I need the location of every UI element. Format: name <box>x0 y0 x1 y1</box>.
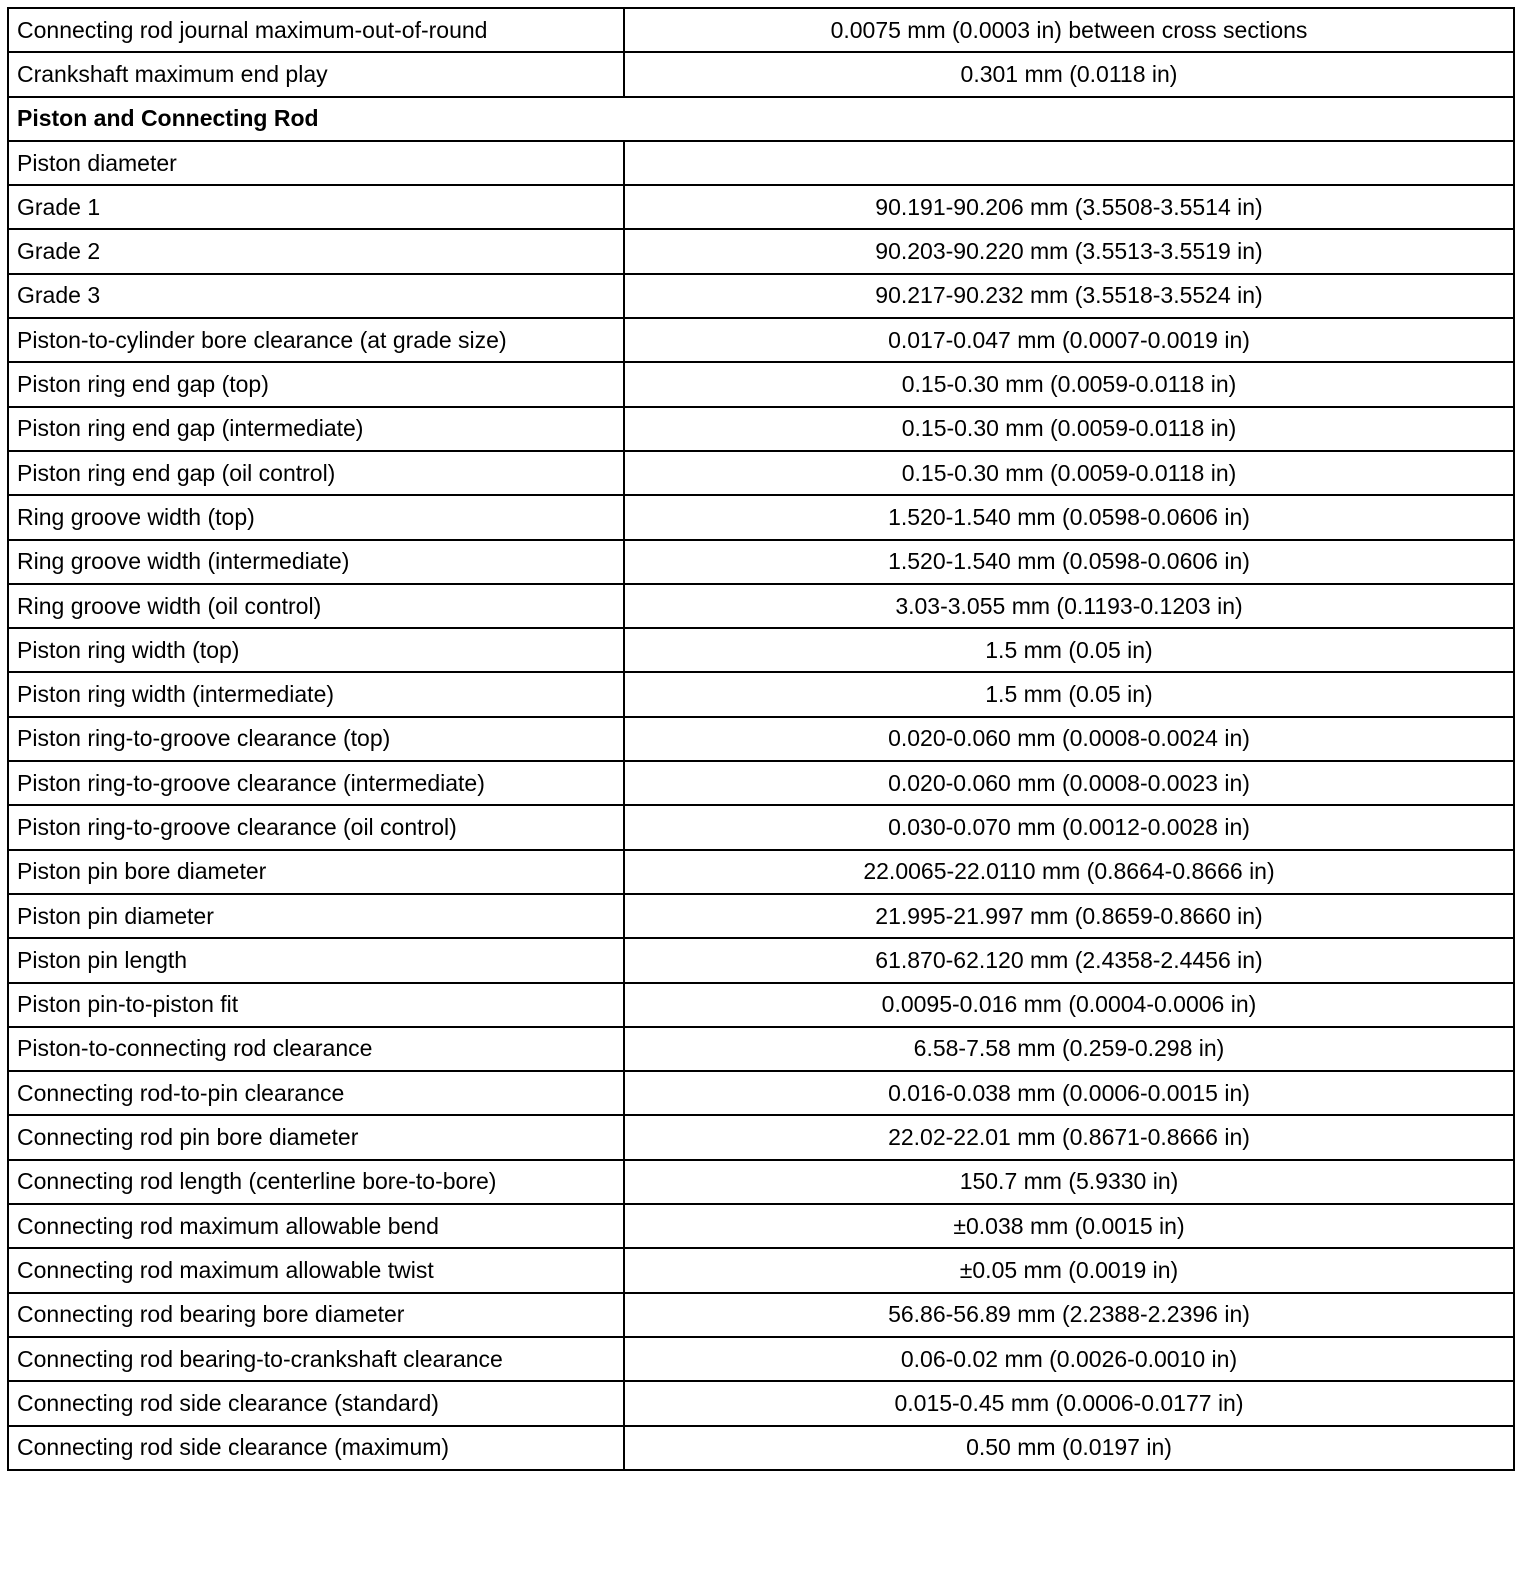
spec-label: Grade 3 <box>8 274 624 318</box>
table-row <box>8 1381 1514 1425</box>
spec-value: 1.520-1.540 mm (0.0598-0.0606 in) <box>624 540 1514 584</box>
table-row <box>8 672 1514 716</box>
table-row <box>8 318 1514 362</box>
spec-label: Connecting rod maximum allowable twist <box>8 1248 624 1292</box>
table-row <box>8 1071 1514 1115</box>
spec-label: Connecting rod side clearance (standard) <box>8 1381 624 1425</box>
table-row <box>8 274 1514 318</box>
table-row <box>8 628 1514 672</box>
table-row <box>8 407 1514 451</box>
spec-label: Piston-to-cylinder bore clearance (at grade size) <box>8 318 624 362</box>
table-row <box>8 52 1514 96</box>
spec-value: 0.15-0.30 mm (0.0059-0.0118 in) <box>624 407 1514 451</box>
section-title: Piston and Connecting Rod <box>8 97 1514 141</box>
table-row <box>8 1293 1514 1337</box>
spec-label: Piston ring width (top) <box>8 628 624 672</box>
table-row <box>8 141 1514 185</box>
spec-label: Piston diameter <box>8 141 624 185</box>
table-row <box>8 1337 1514 1381</box>
spec-value: ±0.05 mm (0.0019 in) <box>624 1248 1514 1292</box>
spec-label: Crankshaft maximum end play <box>8 52 624 96</box>
table-row <box>8 938 1514 982</box>
spec-value: 90.203-90.220 mm (3.5513-3.5519 in) <box>624 229 1514 273</box>
table-row <box>8 584 1514 628</box>
spec-label: Connecting rod pin bore diameter <box>8 1115 624 1159</box>
spec-value: 0.15-0.30 mm (0.0059-0.0118 in) <box>624 362 1514 406</box>
table-row <box>8 1160 1514 1204</box>
spec-label: Piston ring-to-groove clearance (oil control) <box>8 805 624 849</box>
table-row <box>8 1204 1514 1248</box>
spec-value: 0.15-0.30 mm (0.0059-0.0118 in) <box>624 451 1514 495</box>
spec-value: 0.016-0.038 mm (0.0006-0.0015 in) <box>624 1071 1514 1115</box>
spec-label: Connecting rod length (centerline bore-to-bore) <box>8 1160 624 1204</box>
table-row <box>8 850 1514 894</box>
spec-value: 0.015-0.45 mm (0.0006-0.0177 in) <box>624 1381 1514 1425</box>
table-row <box>8 229 1514 273</box>
spec-label: Ring groove width (intermediate) <box>8 540 624 584</box>
spec-value: 22.0065-22.0110 mm (0.8664-0.8666 in) <box>624 850 1514 894</box>
table-row <box>8 805 1514 849</box>
specification-table-body <box>8 8 1514 1470</box>
spec-label: Connecting rod side clearance (maximum) <box>8 1426 624 1470</box>
spec-value: 0.020-0.060 mm (0.0008-0.0024 in) <box>624 717 1514 761</box>
spec-value: 1.5 mm (0.05 in) <box>624 672 1514 716</box>
spec-label: Piston pin diameter <box>8 894 624 938</box>
spec-value: 0.50 mm (0.0197 in) <box>624 1426 1514 1470</box>
section-header-row <box>8 97 1514 141</box>
table-row <box>8 540 1514 584</box>
spec-label: Connecting rod-to-pin clearance <box>8 1071 624 1115</box>
table-row <box>8 185 1514 229</box>
table-row <box>8 8 1514 52</box>
spec-label: Grade 2 <box>8 229 624 273</box>
spec-value: 90.191-90.206 mm (3.5508-3.5514 in) <box>624 185 1514 229</box>
spec-label: Piston ring end gap (oil control) <box>8 451 624 495</box>
table-row <box>8 451 1514 495</box>
spec-label: Piston pin-to-piston fit <box>8 983 624 1027</box>
spec-value: 22.02-22.01 mm (0.8671-0.8666 in) <box>624 1115 1514 1159</box>
spec-value: 0.0095-0.016 mm (0.0004-0.0006 in) <box>624 983 1514 1027</box>
spec-label: Piston-to-connecting rod clearance <box>8 1027 624 1071</box>
spec-value <box>624 141 1514 185</box>
table-row <box>8 1115 1514 1159</box>
table-row <box>8 1426 1514 1470</box>
table-row <box>8 761 1514 805</box>
specification-table <box>7 7 1515 1471</box>
spec-value: ±0.038 mm (0.0015 in) <box>624 1204 1514 1248</box>
spec-label: Piston pin bore diameter <box>8 850 624 894</box>
spec-value: 0.017-0.047 mm (0.0007-0.0019 in) <box>624 318 1514 362</box>
spec-value: 21.995-21.997 mm (0.8659-0.8660 in) <box>624 894 1514 938</box>
spec-value: 0.301 mm (0.0118 in) <box>624 52 1514 96</box>
spec-value: 1.520-1.540 mm (0.0598-0.0606 in) <box>624 495 1514 539</box>
spec-value: 150.7 mm (5.9330 in) <box>624 1160 1514 1204</box>
spec-label: Connecting rod journal maximum-out-of-round <box>8 8 624 52</box>
spec-label: Connecting rod maximum allowable bend <box>8 1204 624 1248</box>
table-row <box>8 362 1514 406</box>
table-row <box>8 717 1514 761</box>
spec-label: Ring groove width (oil control) <box>8 584 624 628</box>
spec-value: 3.03-3.055 mm (0.1193-0.1203 in) <box>624 584 1514 628</box>
spec-value: 0.06-0.02 mm (0.0026-0.0010 in) <box>624 1337 1514 1381</box>
spec-label: Piston ring width (intermediate) <box>8 672 624 716</box>
spec-label: Connecting rod bearing bore diameter <box>8 1293 624 1337</box>
spec-label: Grade 1 <box>8 185 624 229</box>
spec-label: Piston ring end gap (top) <box>8 362 624 406</box>
spec-value: 0.0075 mm (0.0003 in) between cross sections <box>624 8 1514 52</box>
spec-label: Connecting rod bearing-to-crankshaft clearance <box>8 1337 624 1381</box>
table-row <box>8 495 1514 539</box>
spec-value: 1.5 mm (0.05 in) <box>624 628 1514 672</box>
spec-value: 0.020-0.060 mm (0.0008-0.0023 in) <box>624 761 1514 805</box>
spec-value: 90.217-90.232 mm (3.5518-3.5524 in) <box>624 274 1514 318</box>
spec-value: 56.86-56.89 mm (2.2388-2.2396 in) <box>624 1293 1514 1337</box>
table-row <box>8 983 1514 1027</box>
table-row <box>8 1248 1514 1292</box>
table-row <box>8 894 1514 938</box>
spec-label: Piston ring-to-groove clearance (intermediate) <box>8 761 624 805</box>
spec-label: Ring groove width (top) <box>8 495 624 539</box>
spec-value: 61.870-62.120 mm (2.4358-2.4456 in) <box>624 938 1514 982</box>
spec-label: Piston ring-to-groove clearance (top) <box>8 717 624 761</box>
spec-value: 0.030-0.070 mm (0.0012-0.0028 in) <box>624 805 1514 849</box>
spec-label: Piston pin length <box>8 938 624 982</box>
table-row <box>8 1027 1514 1071</box>
spec-value: 6.58-7.58 mm (0.259-0.298 in) <box>624 1027 1514 1071</box>
spec-label: Piston ring end gap (intermediate) <box>8 407 624 451</box>
